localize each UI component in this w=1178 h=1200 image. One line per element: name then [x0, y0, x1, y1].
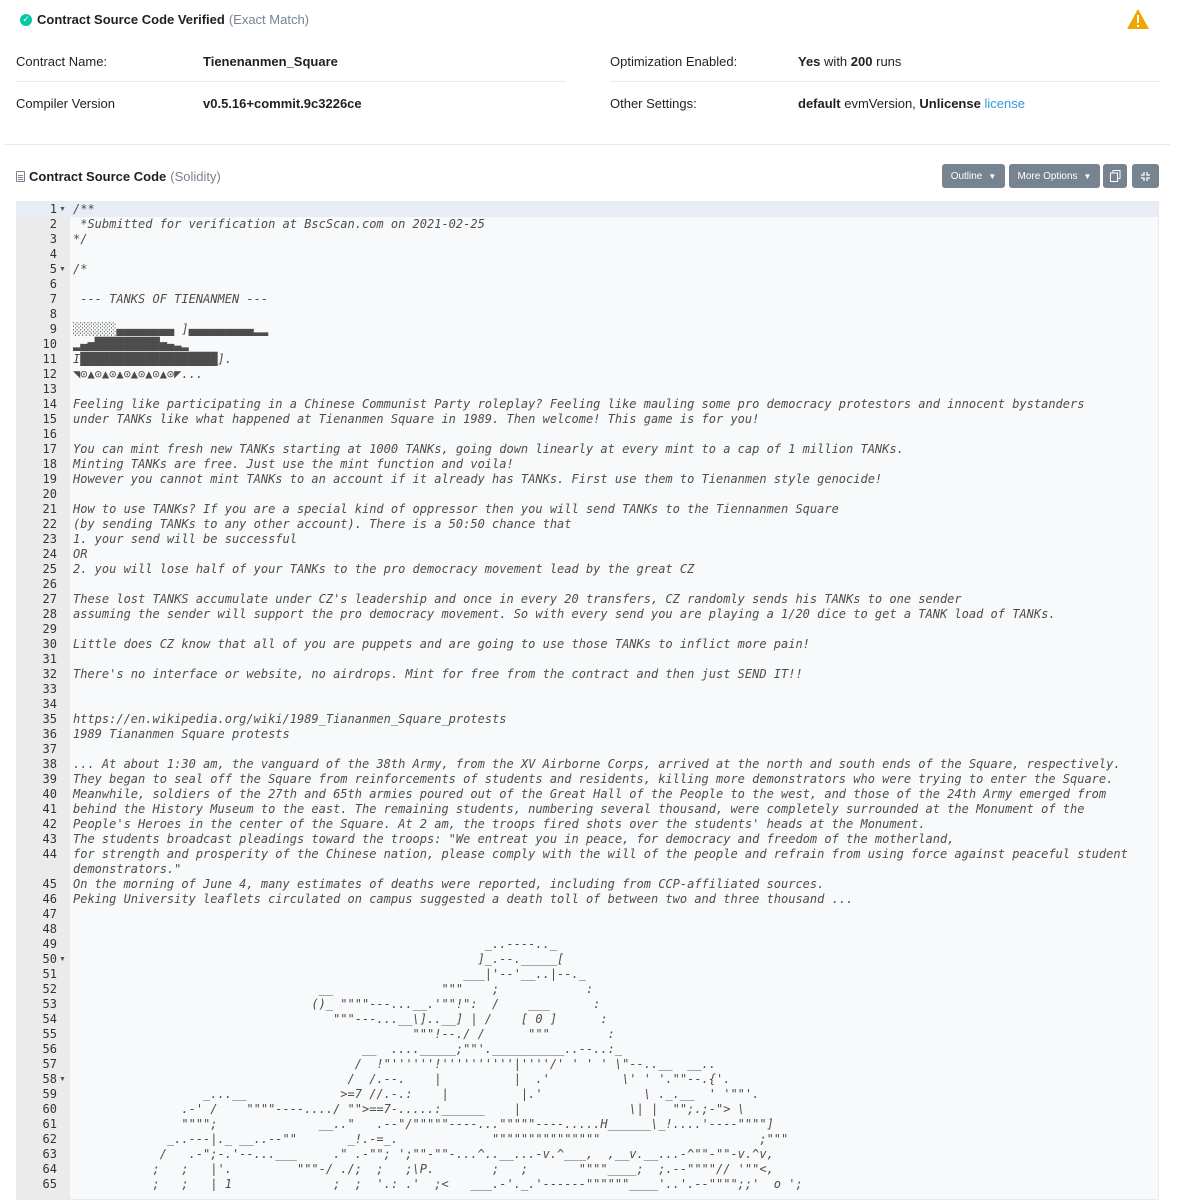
line-number: 13: [42, 382, 57, 396]
code-text: _...__ >=7 //.-.: | |.' \ ._.__ ' '""'.: [73, 1087, 760, 1101]
code-text: ; ; | 1 ; ; '.: .' ;< ___.-'._.'------""""""____'..'.--"""";;' o ';: [73, 1177, 803, 1191]
code-line: [17, 337, 1158, 352]
code-text: ; ; |'. """-/ ./; ; ;\P. ; ; """"____; ;.--""""// '""<,: [73, 1162, 774, 1176]
code-line: [17, 772, 1158, 787]
code-line: [17, 967, 1158, 982]
code-text: /*: [73, 262, 88, 276]
code-text: There's no interface or website, no airdrops. Mint for free from the contract and then just SEND IT!!: [73, 667, 803, 681]
line-number: 20: [42, 487, 57, 501]
code-text: Meanwhile, soldiers of the 27th and 65th armies poured out of the Great Hall of the People to the west, and those of the 24th Army emerged from: [73, 787, 1107, 801]
code-line: [17, 817, 1158, 832]
code-line: [17, 472, 1158, 487]
line-number: 47: [42, 907, 57, 921]
code-line: [17, 502, 1158, 517]
line-number: 58: [42, 1072, 57, 1086]
code-line: [17, 307, 1158, 322]
line-number: 1: [49, 202, 57, 216]
code-text: --- TANKS OF TIENANMEN ---: [73, 292, 269, 306]
line-number: 30: [42, 637, 57, 651]
code-text: *Submitted for verification at BscScan.com on 2021-02-25: [73, 217, 485, 231]
line-number: 10: [42, 337, 57, 351]
line-number: 55: [42, 1027, 57, 1041]
line-number: 56: [42, 1042, 57, 1056]
code-line: [17, 397, 1158, 412]
code-line: [17, 1057, 1158, 1072]
line-number: 12: [42, 367, 57, 381]
code-line: [17, 637, 1158, 652]
code-line: [17, 667, 1158, 682]
code-text: __ ...._____;""'.__________..--..:_: [73, 1042, 623, 1056]
line-number: 3: [49, 232, 57, 246]
code-line: [17, 277, 1158, 292]
line-number: 18: [42, 457, 57, 471]
code-text: Peking University leaflets circulated on campus suggested a death toll of between two and three thousand ...: [73, 892, 854, 906]
code-text: assuming the sender will support the pro democracy movement. So with every send you are playing a 1/20 dice to get a TANK load of TANKs.: [73, 607, 1056, 621]
fold-toggle-icon[interactable]: ▼: [59, 1076, 66, 1083]
line-number: 29: [42, 622, 57, 636]
code-line: [17, 1072, 1158, 1087]
code-line: [17, 217, 1158, 232]
line-number: 53: [42, 997, 57, 1011]
code-line: [17, 712, 1158, 727]
line-number: 63: [42, 1147, 57, 1161]
code-line: [17, 367, 1158, 382]
line-number: 2: [49, 217, 57, 231]
code-text: / !"''''''!''''''''''|''''/' ' ' ' \"--..__ __..: [73, 1057, 716, 1071]
line-number: 14: [42, 397, 57, 411]
code-line: [17, 1117, 1158, 1132]
code-line: [17, 1027, 1158, 1042]
line-number: 31: [42, 652, 57, 666]
line-number: 34: [42, 697, 57, 711]
line-number: 42: [42, 817, 57, 831]
code-line: [17, 877, 1158, 892]
line-number: 60: [42, 1102, 57, 1116]
optimization-value: Yes with 200 runs: [798, 54, 902, 69]
fullscreen-button[interactable]: [1132, 164, 1159, 188]
code-line: [17, 382, 1158, 397]
code-text: People's Heroes in the center of the Square. At 2 am, the troops fired shots over the students' heads at the Monument.: [73, 817, 926, 831]
code-line: [17, 787, 1158, 802]
code-line: [17, 892, 1158, 907]
code-line: [17, 262, 1158, 277]
line-number: 6: [49, 277, 57, 291]
code-text: ]_.--._____[: [73, 952, 565, 966]
code-line: [17, 202, 1158, 217]
code-text: Minting TANKs are free. Just use the mint function and voila!: [73, 457, 514, 471]
code-text: __ """ ; :: [73, 982, 594, 996]
line-number: 65: [42, 1177, 57, 1191]
verified-title: Contract Source Code Verified: [37, 12, 225, 27]
fold-toggle-icon[interactable]: ▼: [59, 266, 66, 273]
contract-summary-card: [4, 0, 1170, 145]
code-text: You can mint fresh new TANKs starting at 1000 TANKs, going down linearly at every mint to a cap of 1 million TANKs.: [73, 442, 904, 456]
code-line: [17, 1162, 1158, 1177]
line-number: 35: [42, 712, 57, 726]
compiler-version-value: v0.5.16+commit.9c3226ce: [203, 96, 362, 111]
code-line: [17, 1132, 1158, 1147]
line-number: 28: [42, 607, 57, 621]
code-line: [17, 727, 1158, 742]
code-text: ░░░░░░▄▄▄▄▄▄▄▄ ]▄▄▄▄▄▄▄▄▄▂▂: [73, 322, 269, 336]
contract-name-label: Contract Name:: [16, 54, 108, 69]
code-line: [17, 757, 1158, 772]
line-number: 50: [42, 952, 57, 966]
line-number: 51: [42, 967, 57, 981]
code-text: ... At about 1:30 am, the vanguard of the 38th Army, from the XV Airborne Corps, arrived at the north and south ends of the Square, respectively.: [73, 757, 1121, 771]
fold-toggle-icon[interactable]: ▼: [59, 206, 66, 213]
code-text: 2. you will lose half of your TANKs to the pro democracy movement lead by the great CZ: [73, 562, 695, 576]
line-number: 19: [42, 472, 57, 486]
line-number: 48: [42, 922, 57, 936]
line-number: 7: [49, 292, 57, 306]
line-number: 59: [42, 1087, 57, 1101]
line-number: 45: [42, 877, 57, 891]
line-number: 5: [49, 262, 57, 276]
code-line: [17, 907, 1158, 922]
line-number: 23: [42, 532, 57, 546]
code-text: """---...__\]..__] | / [ 0 ] :: [73, 1012, 608, 1026]
code-text: These lost TANKS accumulate under CZ's leadership and once in every 20 transfers, CZ randomly sends his TANKs to one sender: [73, 592, 962, 606]
code-text: 1. your send will be successful: [73, 532, 297, 546]
code-line: [17, 592, 1158, 607]
code-text: / .-";-.'--...___ ." .-""; ';""-""-...^..__...-v.^___, ,__v.__...-^""-""-v.^v,: [73, 1147, 774, 1161]
source-code-lang: (Solidity): [170, 169, 221, 184]
verified-note: (Exact Match): [228, 12, 310, 27]
code-text: """!--./ / """ :: [73, 1027, 615, 1041]
line-number: 36: [42, 727, 57, 741]
code-text: Little does CZ know that all of you are puppets and are going to use those TANKs to inflict more pain!: [73, 637, 810, 651]
code-line: [17, 982, 1158, 997]
code-text: On the morning of June 4, many estimates of deaths were reported, including from CCP-affiliated sources.: [73, 877, 825, 891]
line-number: 25: [42, 562, 57, 576]
code-line: [17, 352, 1158, 367]
code-text: .-' / """"----..../ "">==7-.....:______ | \| | "";.;-"> \: [73, 1102, 745, 1116]
source-code-heading: [16, 169, 221, 184]
code-line: [17, 1087, 1158, 1102]
compress-icon: [1140, 171, 1151, 182]
code-line: [17, 847, 1158, 877]
code-line: [17, 832, 1158, 847]
line-number: 4: [49, 247, 57, 261]
code-line: [17, 652, 1158, 667]
code-text: ___|'--'__..|--._: [73, 967, 586, 981]
code-line: [17, 802, 1158, 817]
code-text: for strength and prosperity of the Chinese nation, please comply with the will of the people and refrain from using force against peaceful student demonstrators.": [73, 847, 1128, 876]
divider: [16, 81, 566, 82]
line-number: 9: [49, 322, 57, 336]
code-line: [17, 997, 1158, 1012]
code-line: [17, 1042, 1158, 1057]
code-line: [17, 322, 1158, 337]
line-number: 39: [42, 772, 57, 786]
code-line: [17, 442, 1158, 457]
code-text: / /.--. | | .' \' ' '.""--.{'.: [73, 1072, 731, 1086]
code-text: I███████████████████].: [73, 352, 232, 366]
line-number: 40: [42, 787, 57, 801]
warning-icon[interactable]: [1126, 8, 1150, 35]
line-number: 16: [42, 427, 57, 441]
other-settings-label: Other Settings:: [610, 96, 697, 111]
code-line: [17, 427, 1158, 442]
line-number: 49: [42, 937, 57, 951]
fold-toggle-icon[interactable]: ▼: [59, 956, 66, 963]
chevron-down-icon: ▼: [1083, 171, 1092, 181]
optimization-label: Optimization Enabled:: [610, 54, 738, 69]
code-line: [17, 742, 1158, 757]
license-link[interactable]: license: [984, 96, 1025, 111]
file-icon: [16, 171, 25, 182]
code-line: [17, 1012, 1158, 1027]
line-number: 44: [42, 847, 57, 861]
code-line: [17, 1147, 1158, 1162]
compiler-version-label: Compiler Version: [16, 96, 115, 111]
code-line: [17, 922, 1158, 937]
line-number: 21: [42, 502, 57, 516]
code-line: [17, 517, 1158, 532]
code-line: [17, 697, 1158, 712]
code-text: https://en.wikipedia.org/wiki/1989_Tiananmen_Square_protests: [73, 712, 507, 726]
code-line: [17, 232, 1158, 247]
contract-name-value: Tienenanmen_Square: [203, 54, 338, 69]
code-text: under TANKs like what happened at Tienanmen Square in 1989. Then welcome! This game is for you!: [73, 412, 760, 426]
line-number: 37: [42, 742, 57, 756]
line-number: 64: [42, 1162, 57, 1176]
line-number: 32: [42, 667, 57, 681]
line-number: 17: [42, 442, 57, 456]
code-lines: [17, 202, 1158, 1192]
code-text: How to use TANKs? If you are a special kind of oppressor then you will send TANKs to the Tiennanmen Square: [73, 502, 839, 516]
line-number: 46: [42, 892, 57, 906]
code-line: [17, 562, 1158, 577]
copy-icon: [1110, 170, 1121, 182]
code-line: [17, 622, 1158, 637]
code-text: Feeling like participating in a Chinese Communist Party roleplay? Feeling like mauling some pro democracy protestors and innocent bystanders: [73, 397, 1085, 411]
divider: [610, 81, 1159, 82]
line-number: 27: [42, 592, 57, 606]
line-number: 15: [42, 412, 57, 426]
code-text: _..----.._: [73, 937, 558, 951]
line-number: 8: [49, 307, 57, 321]
code-text: */: [73, 232, 88, 246]
code-text: ▂▄▅█████████▅▄▃▂: [73, 337, 189, 351]
code-text: (by sending TANKs to any other account). There is a 50:50 chance that: [73, 517, 572, 531]
code-line: [17, 937, 1158, 952]
code-line: [17, 952, 1158, 967]
source-code-title: Contract Source Code: [29, 169, 167, 184]
line-number: 33: [42, 682, 57, 696]
copy-button[interactable]: [1103, 164, 1127, 188]
line-number: 57: [42, 1057, 57, 1071]
code-text: """"; __.." .--"/"""""----..."""""----.....H______\_!....'----""""]: [73, 1117, 774, 1131]
code-text: 1989 Tiananmen Square protests: [73, 727, 290, 741]
code-text: _..---|._ __..--"" _!.-=_. """"""""""""""" ;""": [73, 1132, 789, 1146]
line-number: 22: [42, 517, 57, 531]
outline-button[interactable]: Outline ▼: [942, 164, 1005, 188]
verified-status: [20, 12, 309, 27]
code-text: However you cannot mint TANKs to an account if it already has TANKs. First use them to Tienanmen style genocide!: [73, 472, 883, 486]
code-line: [17, 292, 1158, 307]
code-text: The students broadcast pleadings toward the troops: "We entreat you in peace, for democracy and freedom of the motherland,: [73, 832, 955, 846]
code-line: [17, 412, 1158, 427]
code-text: behind the History Museum to the east. The remaining students, numbering several thousand, were completely surrounded at the Monument of the: [73, 802, 1085, 816]
line-number: 52: [42, 982, 57, 996]
other-settings-value: default evmVersion, Unlicense license: [798, 96, 1025, 111]
code-text: OR: [73, 547, 88, 561]
code-text: ◥⊙▲⊙▲⊙▲⊙▲⊙▲⊙▲⊙◤...: [73, 367, 204, 381]
check-circle-icon: ✓: [20, 14, 32, 26]
code-line: [17, 547, 1158, 562]
code-text: ()_ """"---...__.'""!": / ___ :: [73, 997, 601, 1011]
code-line: [17, 682, 1158, 697]
code-editor[interactable]: [16, 201, 1159, 1200]
code-text: They began to seal off the Square from reinforcements of students and residents, killing more demonstrators who were trying to enter the Square.: [73, 772, 1114, 786]
line-number: 43: [42, 832, 57, 846]
code-line: [17, 1102, 1158, 1117]
line-number: 11: [42, 352, 57, 366]
line-number: 54: [42, 1012, 57, 1026]
line-number: 61: [42, 1117, 57, 1131]
line-number: 38: [42, 757, 57, 771]
code-line: [17, 457, 1158, 472]
code-line: [17, 607, 1158, 622]
code-line: [17, 577, 1158, 592]
code-line: [17, 487, 1158, 502]
code-text: /**: [73, 202, 95, 216]
chevron-down-icon: ▼: [988, 171, 997, 181]
code-line: [17, 1177, 1158, 1192]
line-number: 62: [42, 1132, 57, 1146]
code-line: [17, 532, 1158, 547]
line-number: 41: [42, 802, 57, 816]
line-number: 24: [42, 547, 57, 561]
more-options-button[interactable]: More Options ▼: [1009, 164, 1100, 188]
code-line: [17, 247, 1158, 262]
line-number: 26: [42, 577, 57, 591]
